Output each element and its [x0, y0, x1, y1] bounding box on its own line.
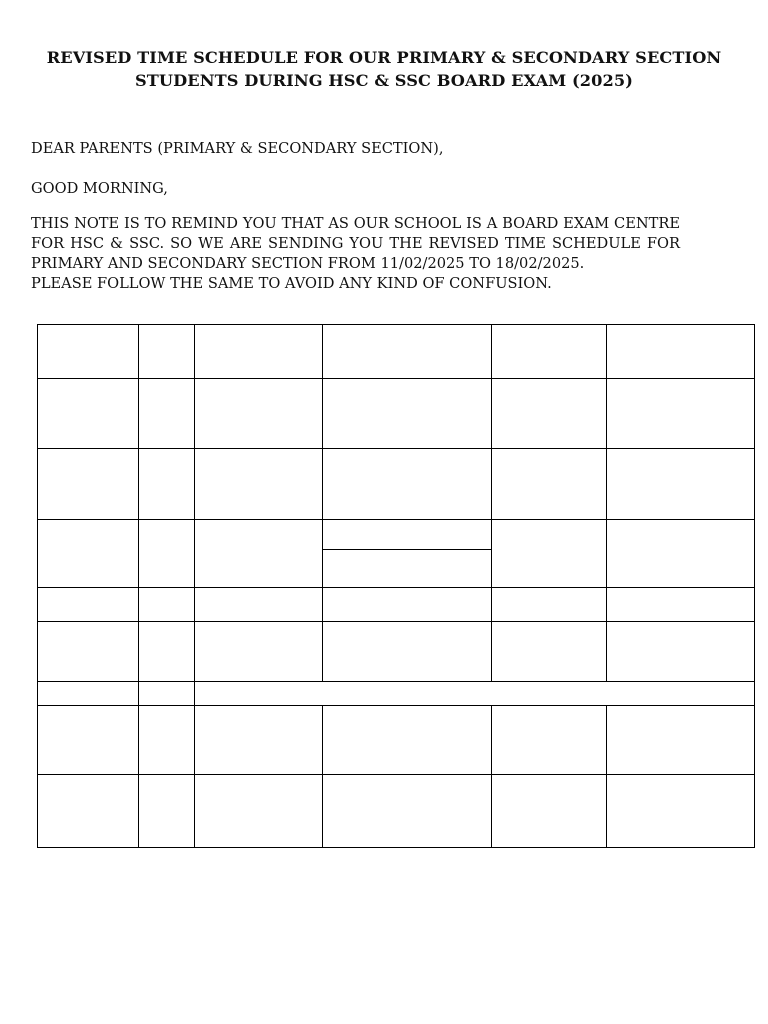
table-cell — [492, 622, 607, 682]
table-cell — [139, 325, 195, 379]
table-cell — [492, 379, 607, 449]
table-cell — [492, 775, 607, 848]
table-cell — [195, 775, 323, 848]
table-cell — [492, 706, 607, 775]
notice-title-line-2: STUDENTS DURING HSC & SSC BOARD EXAM (2025) — [134, 71, 633, 90]
table-cell — [139, 706, 195, 775]
table-cell — [38, 682, 139, 706]
table-cell — [38, 520, 139, 588]
table-cell — [195, 379, 323, 449]
notice-body-line: FOR HSC & SSC. SO WE ARE SENDING YOU THE REVISED TIME SCHEDULE FOR — [31, 235, 680, 252]
table-cell — [492, 325, 607, 379]
notice-body — [31, 214, 680, 294]
table-cell — [323, 379, 492, 449]
table-cell — [38, 325, 139, 379]
table-cell — [607, 520, 755, 588]
table-cell — [38, 379, 139, 449]
notice-title — [0, 46, 768, 92]
table-cell — [323, 449, 492, 520]
table-row — [38, 588, 755, 622]
table-merged-cell — [195, 682, 755, 706]
schedule-table — [37, 324, 755, 848]
table-cell — [607, 622, 755, 682]
notice-title-line-1: REVISED TIME SCHEDULE FOR OUR PRIMARY & SECONDARY SECTION — [46, 48, 722, 67]
table-cell — [323, 622, 492, 682]
table-cell — [492, 520, 607, 588]
table-cell — [38, 588, 139, 622]
table-cell — [38, 706, 139, 775]
table-subcell — [323, 520, 491, 550]
table-cell — [139, 682, 195, 706]
table-header-row — [38, 325, 755, 379]
table-row — [38, 775, 755, 848]
table-cell — [139, 775, 195, 848]
table-cell — [323, 325, 492, 379]
table-cell — [195, 622, 323, 682]
table-cell — [139, 622, 195, 682]
table-cell — [323, 588, 492, 622]
table-cell-split — [323, 520, 492, 588]
table-cell — [607, 706, 755, 775]
table-cell — [607, 325, 755, 379]
table-subcell — [323, 550, 491, 587]
table-cell — [38, 775, 139, 848]
table-row — [38, 622, 755, 682]
notice-body-line: THIS NOTE IS TO REMIND YOU THAT AS OUR SCHOOL IS A BOARD EXAM CENTRE — [31, 215, 680, 232]
table-cell — [492, 588, 607, 622]
greeting: GOOD MORNING, — [31, 180, 168, 197]
table-row — [38, 379, 755, 449]
table-cell — [607, 379, 755, 449]
table-cell — [607, 449, 755, 520]
table-cell — [38, 449, 139, 520]
table-row — [38, 449, 755, 520]
table-cell — [492, 449, 607, 520]
table-row — [38, 706, 755, 775]
table-row — [38, 682, 755, 706]
table-cell — [607, 775, 755, 848]
table-cell — [139, 379, 195, 449]
table-cell — [195, 520, 323, 588]
notice-body-line: PRIMARY AND SECONDARY SECTION FROM 11/02/2025 TO 18/02/2025. — [31, 255, 585, 272]
salutation: DEAR PARENTS (PRIMARY & SECONDARY SECTION), — [31, 140, 444, 157]
notice-body-line: PLEASE FOLLOW THE SAME TO AVOID ANY KIND OF CONFUSION. — [31, 275, 552, 292]
table-cell — [323, 775, 492, 848]
table-cell — [195, 449, 323, 520]
table-cell — [139, 449, 195, 520]
table-cell — [195, 325, 323, 379]
table-cell — [139, 520, 195, 588]
table-cell — [139, 588, 195, 622]
table-cell — [195, 588, 323, 622]
table-cell — [195, 706, 323, 775]
table-cell — [323, 706, 492, 775]
table-row — [38, 520, 755, 588]
table-cell — [38, 622, 139, 682]
table-cell — [607, 588, 755, 622]
